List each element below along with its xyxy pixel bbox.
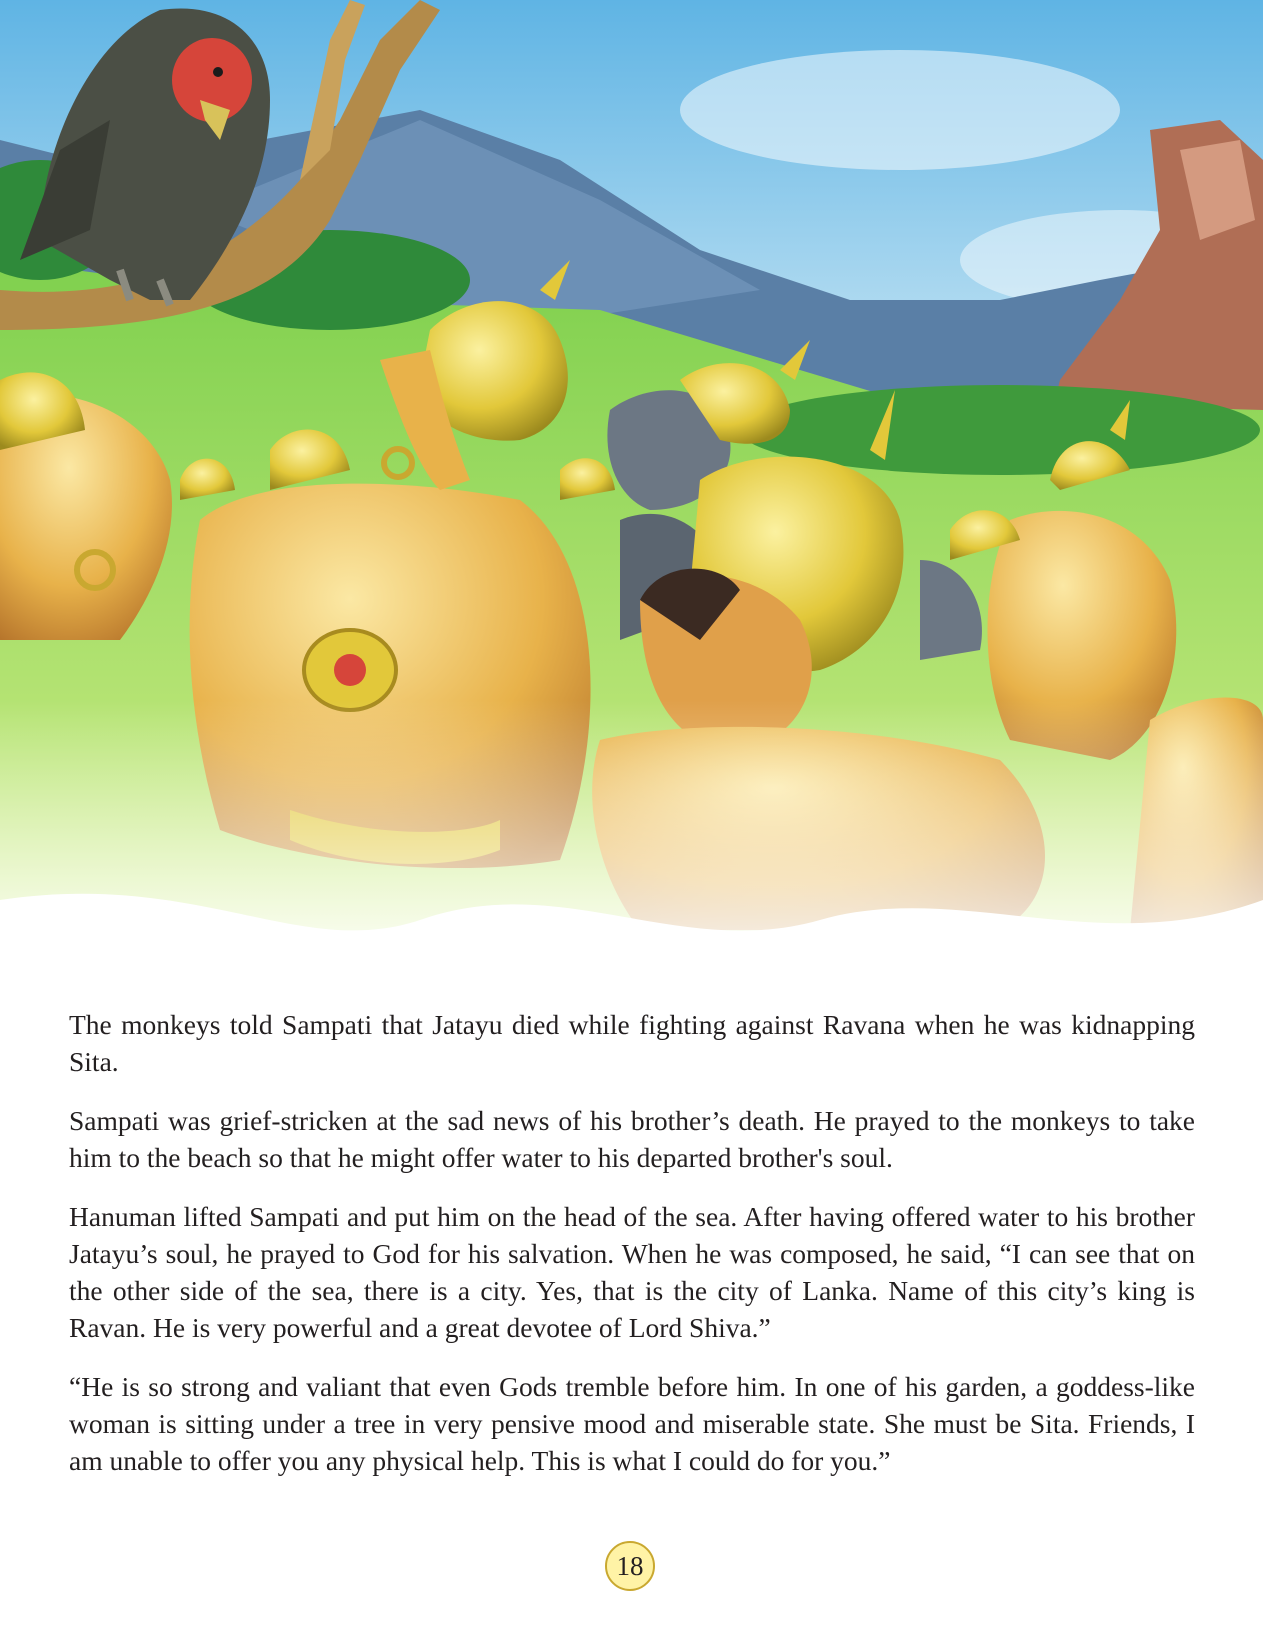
story-paragraph: “He is so strong and valiant that even Gods tremble before him. In one of his garden, a goddess-like woman is sitting under a tree in very pensive mood and miserable state. She must be Sita. Friends, I am unable to offer you any physical help. This is what I could do for you.” [69,1371,1195,1476]
story-paragraph: Sampati was grief-stricken at the sad news of his brother’s death. He prayed to the monkeys to take him to the beach so that he might offer water to his departed brother's soul. [69,1105,1195,1173]
story-text [69,1006,1195,1501]
story-paragraph: Hanuman lifted Sampati and put him on the head of the sea. After having offered water to his brother Jatayu’s soul, he prayed to God for his salvation. When he was composed, he said, “I can see that on the other side of the sea, there is a city. Yes, that is the city of Lanka. Name of this city’s king is Ravan. He is very powerful and a great devotee of Lord Shiva.” [69,1201,1195,1343]
story-paragraph: The monkeys told Sampati that Jatayu died while fighting against Ravana when he was kidnapping Sita. [69,1009,1195,1077]
page-number-badge [605,1541,655,1591]
page-number: 18 [616,1550,644,1581]
